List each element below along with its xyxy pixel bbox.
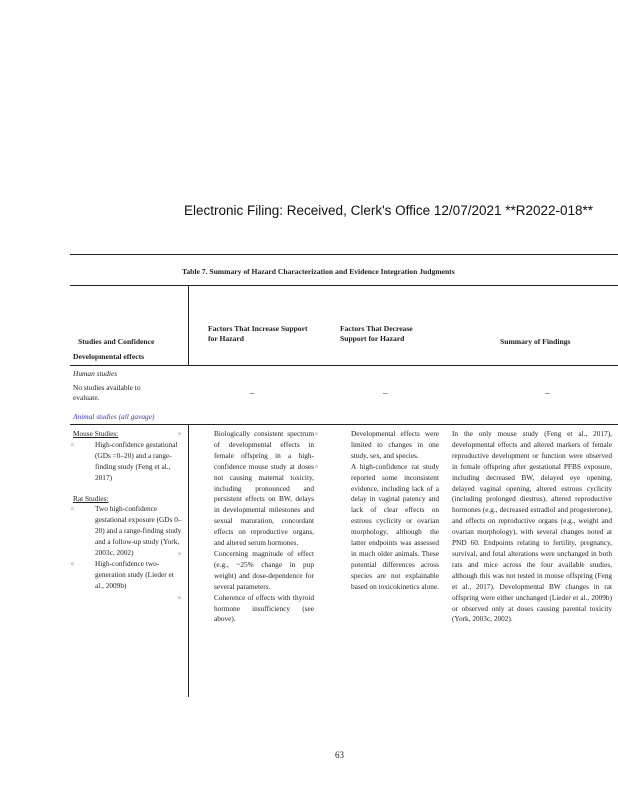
- animal-studies-label: Animal studies (all gavage): [73, 412, 155, 421]
- table-top-rule: [70, 254, 618, 255]
- table-col-divider: [188, 425, 189, 697]
- col-header-studies: Studies and Confidence: [78, 337, 155, 346]
- table-caption-rule: [70, 285, 618, 286]
- human-increase-dash: –: [250, 388, 255, 398]
- human-no-studies: No studies available to evaluate.: [73, 383, 141, 402]
- increase-cell: [178, 429, 314, 625]
- bullet-icon: ▫: [71, 504, 74, 514]
- human-studies-label: Human studies: [73, 369, 118, 378]
- table-animal-rule: [70, 424, 618, 425]
- table-header-rule: [70, 365, 618, 366]
- page-number: 63: [335, 750, 344, 760]
- table-caption: Table 7. Summary of Hazard Characterization and Evidence Integration Judgments: [182, 267, 455, 276]
- decrease-item-2: ▫ A high-confidence rat study reported some inconsistent evidence, including lack of a delay in vaginal patency and lack of clear effects on estrous cyclicity or ovarian morphology, although the latter endpoints was assessed in much older animals. These potential differences across species are not explainable based on toxicokinetics alone.: [315, 461, 439, 591]
- summary-cell: [452, 429, 612, 699]
- bullet-icon: ▫: [178, 548, 181, 558]
- col-header-increase: Factors That Increase Support for Hazard: [208, 324, 308, 343]
- decrease-cell: [315, 429, 439, 593]
- col-header-summary: Summary of Findings: [500, 337, 571, 346]
- human-decrease-dash: –: [383, 388, 388, 398]
- bullet-icon: ▫: [71, 558, 74, 568]
- filing-stamp: Electronic Filing: Received, Clerk's Office 12/07/2021 **R2022-018**: [184, 203, 594, 218]
- rat-studies-heading: Rat Studies:: [73, 493, 109, 503]
- col-header-decrease: Factors That Decrease Support for Hazard: [340, 324, 413, 343]
- mouse-studies-heading: Mouse Studies:: [73, 429, 119, 438]
- animal-studies-cell: [73, 429, 183, 592]
- human-summary-dash: –: [545, 388, 550, 398]
- section-developmental: Developmental effects: [73, 352, 145, 361]
- increase-item-3: ▫ Coherence of effects with thyroid hormone insufficiency (see above).: [178, 592, 314, 624]
- table-col-divider: [188, 285, 189, 365]
- bullet-icon: ▫: [178, 429, 181, 438]
- mouse-study-item: ▫ High-confidence gestational (GDs =0–20) and a range-finding study (Feng et al., 2017): [71, 439, 178, 482]
- bullet-icon: ▫: [315, 461, 318, 471]
- rat-study-item-1: ▫ Two high-confidence gestational exposure (GDs 0–20) and a range-finding study and a follow-up study (York, 2003c, 2002): [71, 504, 182, 558]
- increase-item-1: ▫ Biologically consistent spectrum of developmental effects in female offspring in a high-confidence mouse study at doses not causing maternal toxicity, including pronounced and persistent effects on BW, delays in developmental milestones and sexual maturation, concordant effects on reproductive organs, and altered serum hormones.: [178, 429, 314, 548]
- bullet-icon: ▫: [178, 592, 181, 602]
- summary-text: In the only mouse study (Feng et al., 2017), developmental effects and altered markers of female reproductive development or function were observed in female offspring after gestational PFBS exposure, including decreased BW, delayed eye opening, delayed vaginal opening, altered estrous cyclicity (including prolonged diestrus), altered reproductive hormones (e.g., decreased estradiol and progesterone), and effects on reproductive organs (e.g., weight and ovarian morphology), with several changes noted at PND 60. Endpoints relating to fertility, pregnancy, survival, and fetal alterations were unchanged in both rats and mice across the four available studies, although this was not tested in mouse offspring (Feng et al., 2017). Developmental BW changes in rat offspring were either unchanged (Lieder et al., 2009b) or observed only at doses causing parental toxicity (York, 2003c, 2002).: [452, 429, 612, 624]
- rat-study-item-2: ▫ High-confidence two-generation study (Lieder et al., 2009b): [71, 558, 174, 590]
- bullet-icon: ▫: [315, 429, 318, 438]
- bullet-icon: ▫: [71, 439, 74, 449]
- increase-item-2: ▫ Concerning magnitude of effect (e.g., ~25% change in pup weight) and dose-dependence for several parameters.: [178, 548, 314, 591]
- decrease-item-1: ▫ Developmental effects were limited to changes in one study, sex, and species.: [315, 429, 439, 460]
